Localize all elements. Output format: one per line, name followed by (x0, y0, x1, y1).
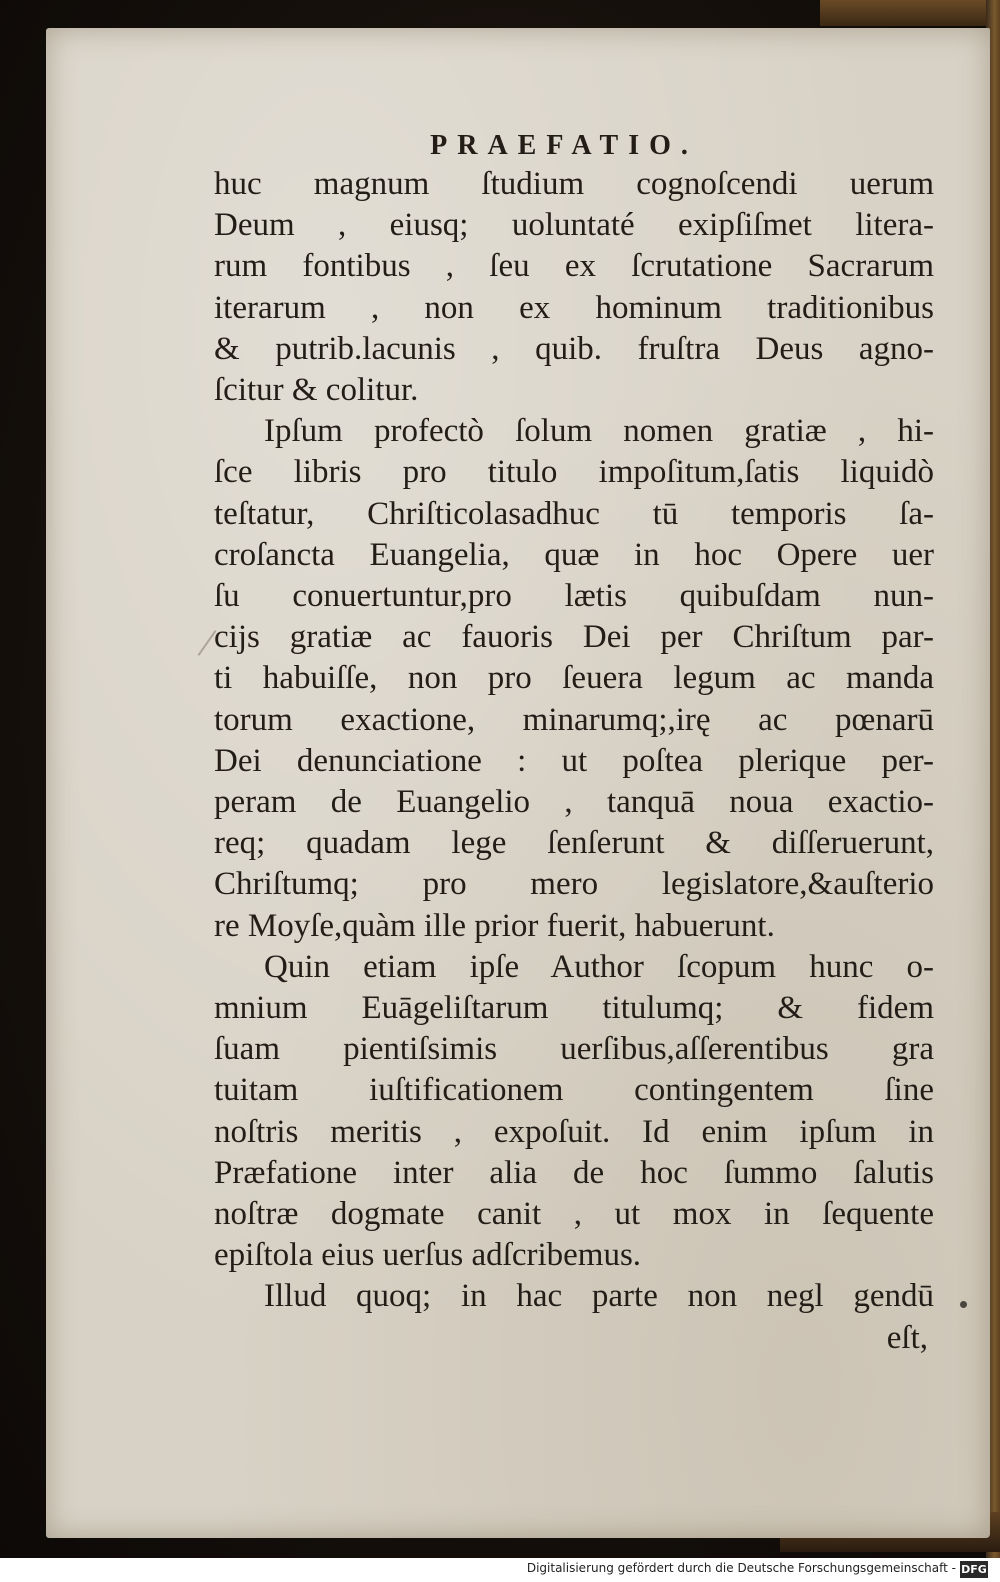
text-line: noſtris meritis , expoſuit. Id enim ipſum in (214, 1113, 934, 1150)
text-line: noſtræ dogmate canit , ut mox in ſequente (214, 1196, 934, 1233)
text-line: Quin etiam ipſe Author ſcopum hunc o- (264, 948, 934, 985)
text-line: Deum , eiusq; uoluntaté exipſiſmet litera- (214, 207, 934, 244)
text-line: croſancta Euangelia, quæ in hoc Opere uer (214, 536, 934, 573)
dfg-logo: DFG (961, 1563, 987, 1576)
running-header: PRAEFATIO. (430, 130, 698, 161)
text-line: ſuam pientiſsimis uerſibus,aſſerentibus gra (214, 1031, 934, 1068)
text-line: & putrib.lacunis , quib. fruſtra Deus agno- (214, 330, 934, 367)
text-line: ſce libris pro titulo impoſitum,ſatis liquidò (214, 454, 934, 491)
text-line: req; quadam lege ſenſerunt & diſſeruerunt, (214, 825, 934, 862)
text-line: Dei denunciatione : ut poſtea plerique per- (214, 742, 934, 779)
text-line: torum exactione, minarumq;,irę ac pœnarū (214, 701, 934, 738)
catchword: eſt, (886, 1319, 928, 1356)
text-line: rum fontibus , ſeu ex ſcrutatione Sacrarum (214, 248, 934, 285)
text-line: huc magnum ſtudium cognoſcendi uerum (214, 166, 934, 202)
text-line: Illud quoq; in hac parte non negl gendū (264, 1278, 934, 1315)
text-line: Præfatione inter alia de hoc ſummo ſalutis (214, 1154, 934, 1191)
text-line: teſtatur, Chriſticolasadhuc tū temporis ſa- (214, 495, 934, 532)
text-line: epiſtola eius uerſus adſcribemus. (214, 1237, 642, 1274)
footer-credit: Digitalisierung gefördert durch die Deutsche Forschungsgemeinschaft - (526, 1561, 956, 1575)
ink-dot (960, 1301, 967, 1308)
text-line: re Moyſe,quàm ille prior fuerit, habuerunt. (214, 907, 775, 944)
text-line: tuitam iuſtificationem contingentem ſine (214, 1072, 934, 1109)
page-edge-top (820, 0, 1000, 26)
text-line: cijs gratiæ ac fauoris Dei per Chriſtum par- (214, 619, 934, 656)
text-line: ſu conuertuntur,pro lætis quibuſdam nun- (214, 578, 934, 615)
text-line: iterarum , non ex hominum traditionibus (214, 289, 934, 326)
text-line: mnium Euāgeliſtarum titulumq; & fidem (214, 990, 934, 1027)
text-line: Ipſum profectò ſolum nomen gratiæ , hi- (264, 413, 934, 450)
text-line: peram de Euangelio , tanquā noua exactio- (214, 784, 934, 821)
text-line: ti habuiſſe, non pro ſeuera legum ac manda (214, 660, 934, 697)
text-line: ſcitur & colitur. (214, 372, 419, 409)
page-text (214, 128, 934, 1359)
text-line: Chriſtumq; pro mero legislatore,&auſterio (214, 866, 934, 903)
